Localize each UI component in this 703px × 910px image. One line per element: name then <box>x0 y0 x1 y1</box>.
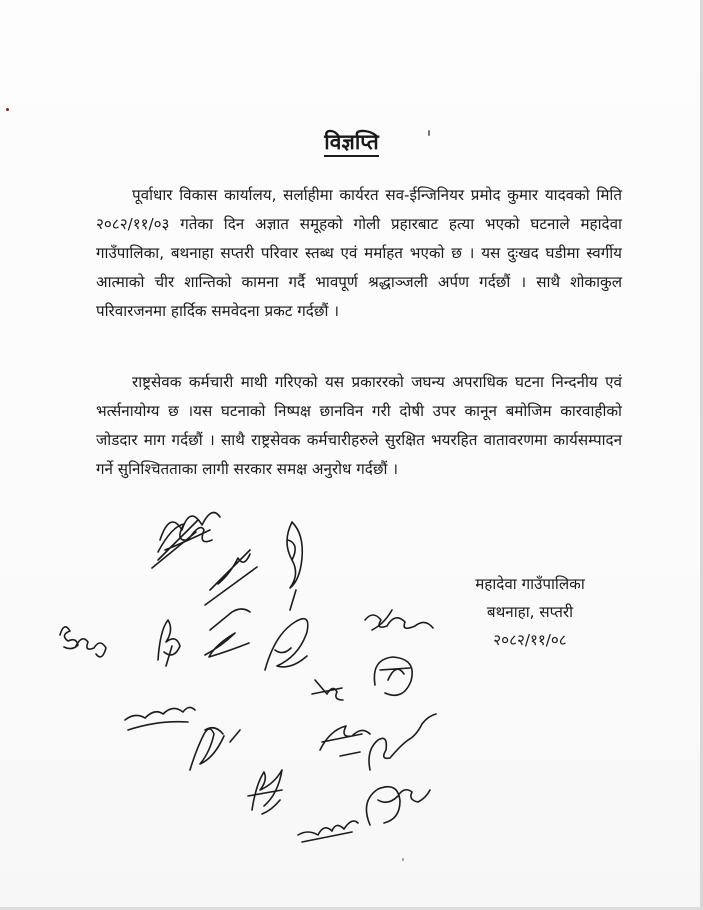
notice-title-text: विज्ञप्ति <box>324 130 378 157</box>
signature-16 <box>248 770 282 814</box>
office-signature-block <box>440 570 620 654</box>
paragraph-demand: राष्ट्रसेवक कर्मचारी माथी गरिएको यस प्रकाररको जघन्य अपराधिक घटना निन्दनीय एवं भर्त्सनायोग्य छ ।यस घटनाको निष्पक्ष छानविन गरी दोषी उपर कानून बमोजिम कारवाहीको जोडदार माग गर्दछौं । साथै राष्ट्रसेवक कर्मचारीहरुले सुरक्षित भयरहित वातावरणमा कार्यसम्पादन गर्ने सुनिश्चितताका लागी सरकार समक्ष अनुरोध गर्दछौं । <box>96 373 622 478</box>
signature-5 <box>60 627 106 657</box>
handwritten-signatures <box>40 480 460 880</box>
signature-14 <box>320 726 370 756</box>
signature-13 <box>190 728 240 770</box>
signature-12 <box>125 707 195 730</box>
scan-speck <box>6 108 9 111</box>
signature-15 <box>369 714 436 770</box>
signature-17 <box>298 821 358 842</box>
paragraph-condolence: पूर्वाधार विकास कार्यालय, सर्लाहीमा कार्यरत सव-ईन्जिनियर प्रमोद कुमार यादवको मिति २०८२/११/०३ गतेका दिन अज्ञात समूहको गोली प्रहारबाट हत्या भएको घटनाले महादेवा गाउँपालिका, बथनाहा सप्तरी परिवार स्तब्ध एवं मर्माहत भएको छ । यस दुःखद घडीमा स्वर्गीय आत्माको चीर शान्तिको कामना गर्दै भावपूर्ण श्रद्धाञ्जली अर्पण गर्दछौं । साथै शोकाकुल परिवारजनमा हार्दिक समवेदना प्रकट गर्दछौं । <box>96 186 622 320</box>
signature-8 <box>265 619 308 670</box>
signature-4 <box>205 550 257 605</box>
signature-11 <box>312 680 343 700</box>
signature-7 <box>205 609 250 657</box>
office-date: २०८२/११/०८ <box>493 631 567 649</box>
office-name: महादेवा गाउँपालिका <box>475 575 585 593</box>
signature-6 <box>158 620 180 666</box>
signature-18 <box>366 787 430 825</box>
office-location: बथनाहा, सप्तरी <box>486 603 574 621</box>
signature-3 <box>287 522 302 610</box>
signature-10 <box>374 657 412 695</box>
signature-9 <box>365 610 433 630</box>
notice-title <box>0 128 703 156</box>
